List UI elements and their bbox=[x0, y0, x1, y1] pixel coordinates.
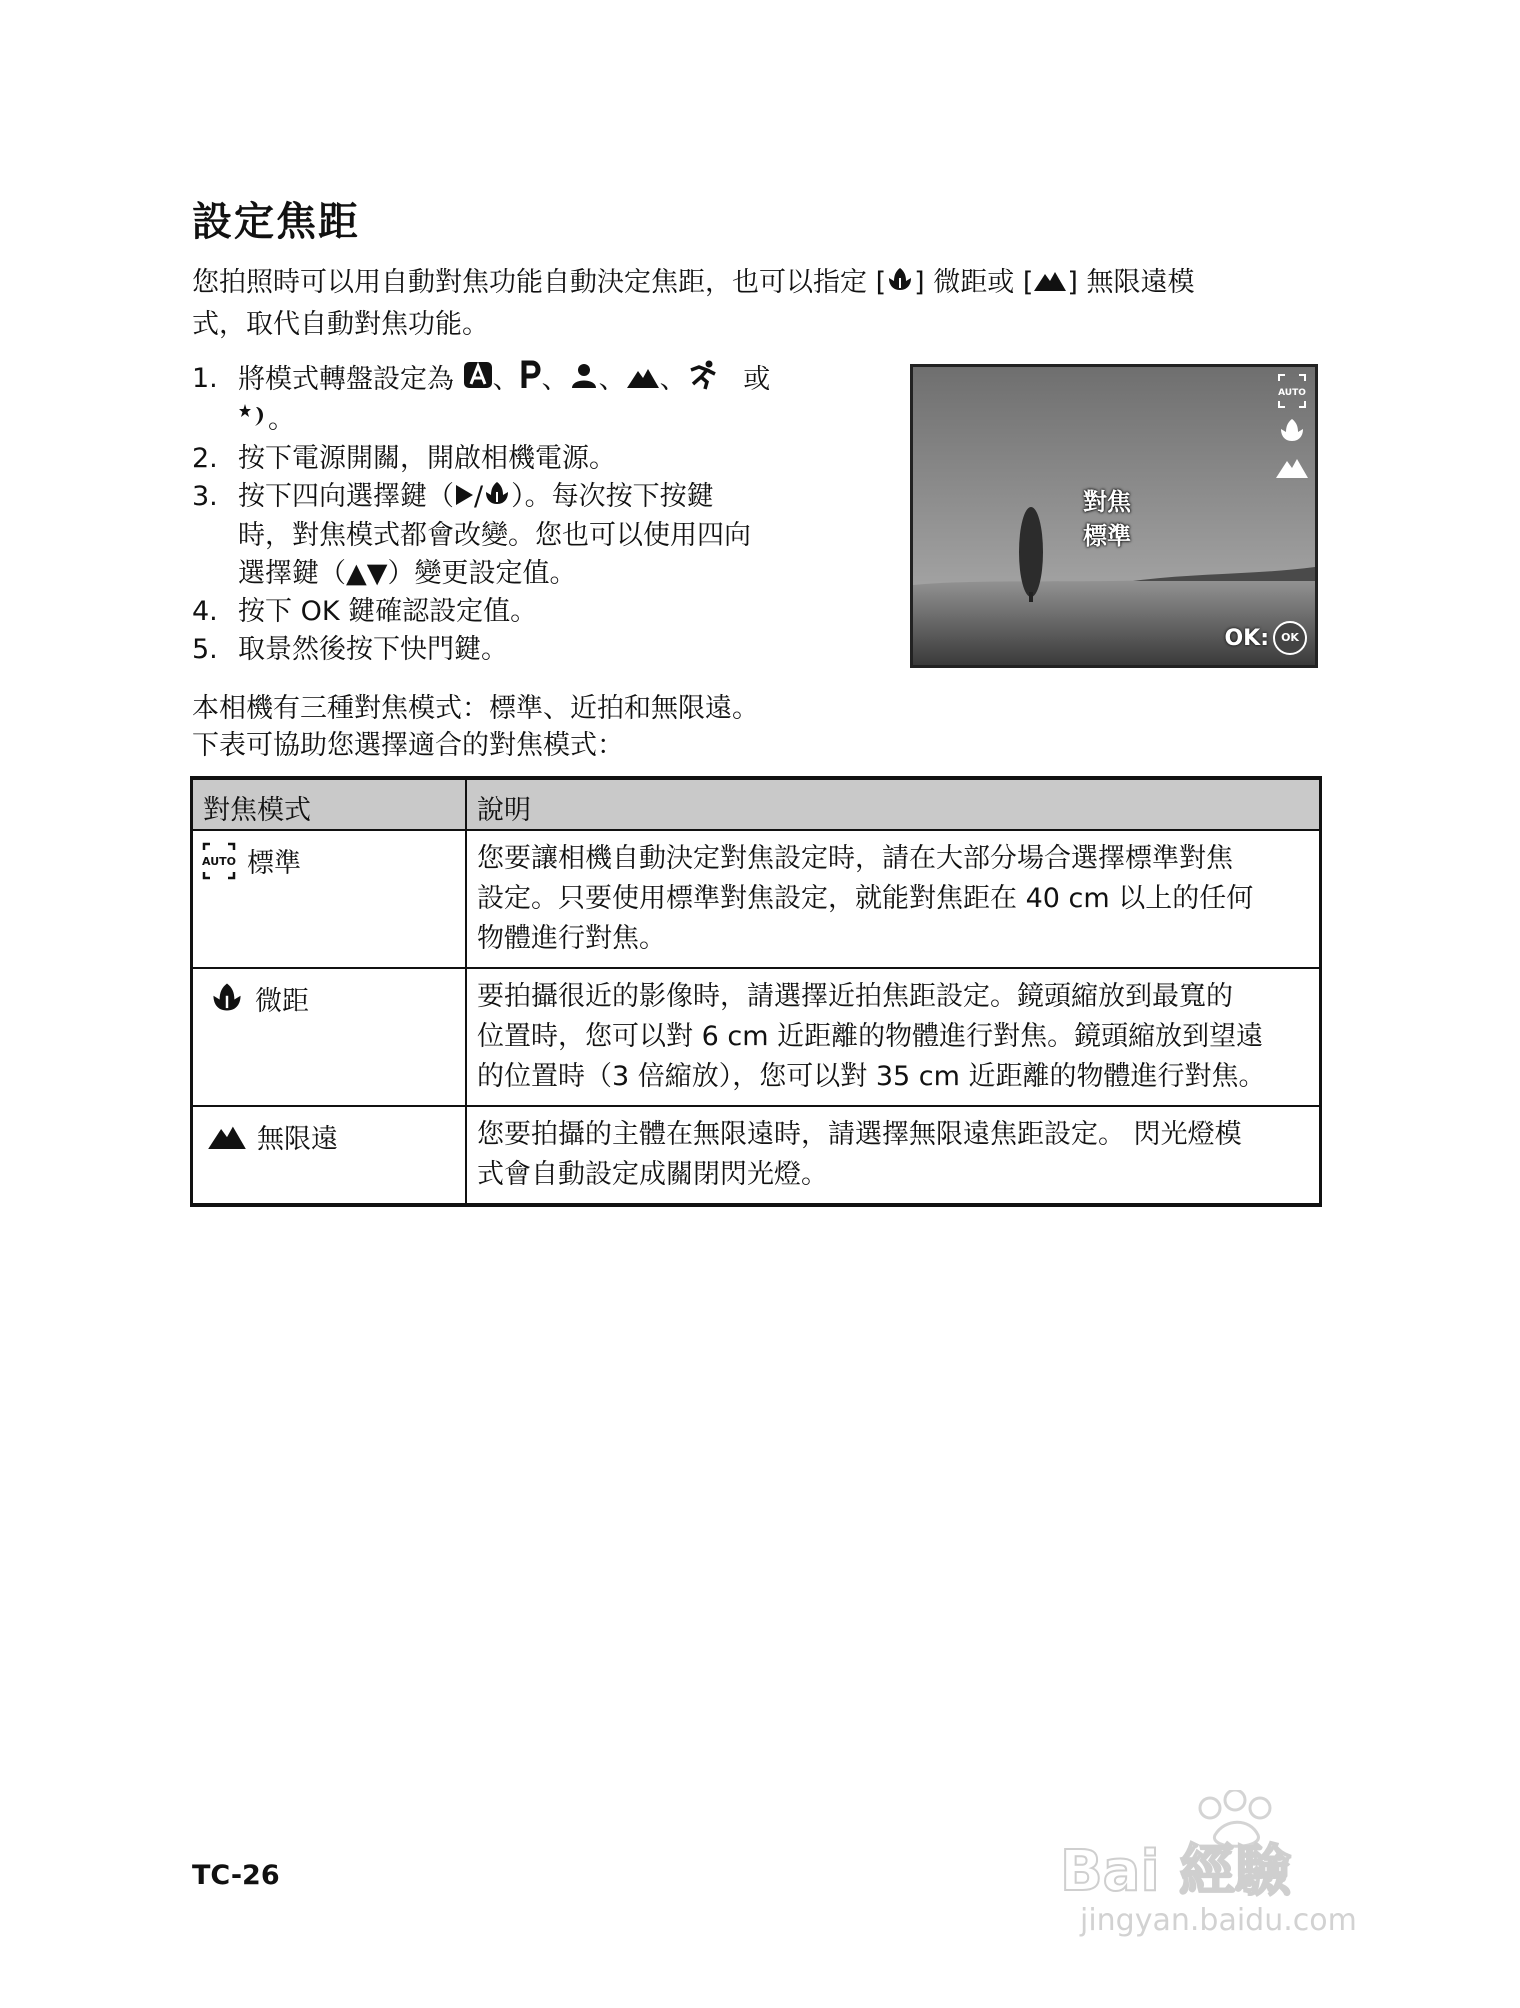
summary-paragraph bbox=[192, 690, 759, 764]
desc-line: 的位置時（3 倍縮放），您可以對 35 cm 近距離的物體進行對焦。 bbox=[477, 1061, 1266, 1092]
step-2-text: 按下電源開關，開啟相機電源。 bbox=[238, 443, 616, 474]
table-row bbox=[192, 830, 1321, 968]
sport-mode-icon bbox=[687, 360, 719, 401]
intro-text-3: ] 無限遠模 bbox=[1067, 267, 1195, 298]
page-title: 設定焦距 bbox=[192, 199, 360, 245]
auto-focus-icon bbox=[1277, 373, 1307, 409]
landscape-mode-icon bbox=[626, 362, 660, 400]
step-4-text: 按下 OK 鍵確認設定值。 bbox=[238, 595, 538, 627]
desc-line: 要拍攝很近的影像時，請選擇近拍焦距設定。鏡頭縮放到最寬的 bbox=[477, 981, 1233, 1012]
focus-label-line1: 對焦 bbox=[1083, 488, 1131, 516]
auto-focus-icon bbox=[201, 841, 237, 881]
desc-line: 位置時，您可以對 6 cm 近距離的物體進行對焦。鏡頭縮放到望遠 bbox=[477, 1021, 1264, 1052]
step-3-text-2: ）。每次按下按鍵 bbox=[511, 481, 714, 512]
summary-line-1: 本相機有三種對焦模式：標準、近拍和無限遠。 bbox=[192, 693, 759, 724]
step-number: 4. bbox=[192, 595, 218, 627]
intro-text-1: 您拍照時可以用自動對焦功能自動決定焦距，也可以指定 [ bbox=[192, 267, 887, 298]
mountain-icon bbox=[1275, 455, 1309, 479]
mountain-icon bbox=[1033, 263, 1067, 304]
table-header-row bbox=[192, 778, 1321, 830]
header-description: 說明 bbox=[466, 778, 1321, 830]
step-2 bbox=[192, 440, 832, 478]
ok-indicator bbox=[1224, 621, 1307, 655]
step-3-slash: / bbox=[474, 481, 484, 512]
table-row bbox=[192, 1106, 1321, 1205]
desc-line: 式會自動設定成關閉閃光燈。 bbox=[477, 1159, 828, 1190]
focus-label-line2: 標準 bbox=[1083, 522, 1131, 550]
step-number: 5. bbox=[192, 633, 218, 665]
step-3-text-4: 選擇鍵（▲▼）變更設定值。 bbox=[238, 557, 577, 589]
step-number: 2. bbox=[192, 443, 218, 474]
step-number: 1. bbox=[192, 363, 218, 394]
macro-icon bbox=[483, 479, 511, 517]
desc-line: 設定。只要使用標準對焦設定，就能對焦距在 40 cm 以上的任何 bbox=[477, 883, 1254, 914]
desc-line: 物體進行對焦。 bbox=[477, 923, 666, 954]
auto-mode-icon bbox=[463, 361, 493, 400]
watermark-url: jingyan.baidu.com bbox=[1080, 1903, 1357, 1938]
step-1-text: 將模式轉盤設定為 bbox=[238, 364, 454, 395]
desc-line: 您要讓相機自動決定對焦設定時，請在大部分場合選擇標準對焦 bbox=[477, 843, 1233, 874]
ok-button-icon: OK bbox=[1273, 621, 1307, 655]
step-3-text-3: 時，對焦模式都會改變。您也可以使用四向 bbox=[238, 519, 751, 551]
mode-infinity: 無限遠 bbox=[257, 1124, 338, 1155]
mode-macro: 微距 bbox=[255, 986, 309, 1017]
step-5 bbox=[192, 631, 832, 669]
svg-text:AUTO: AUTO bbox=[202, 855, 236, 868]
step-1-or: 或 bbox=[743, 364, 771, 395]
macro-icon bbox=[886, 263, 914, 304]
step-1-end: 。 bbox=[268, 404, 295, 435]
macro-icon bbox=[1278, 417, 1306, 443]
svg-text:AUTO: AUTO bbox=[1278, 388, 1306, 398]
intro-paragraph bbox=[192, 262, 1332, 345]
ok-label: OK: bbox=[1224, 625, 1269, 651]
table-row bbox=[192, 968, 1321, 1106]
camera-lcd-preview bbox=[910, 364, 1318, 668]
intro-text-4: 式，取代自動對焦功能。 bbox=[192, 309, 489, 340]
macro-icon bbox=[209, 981, 245, 1013]
mountain-icon bbox=[207, 1121, 247, 1151]
page-number: TC-26 bbox=[192, 1860, 280, 1891]
watermark-brand: Bai 經驗 bbox=[1060, 1839, 1292, 1904]
summary-line-2: 下表可協助您選擇適合的對焦模式： bbox=[192, 730, 624, 761]
step-3-text: 按下四向選擇鍵（ bbox=[238, 481, 454, 512]
portrait-mode-icon bbox=[569, 362, 599, 400]
header-focus-mode: 對焦模式 bbox=[192, 778, 467, 830]
program-mode-icon bbox=[520, 360, 542, 401]
night-mode-icon bbox=[238, 401, 268, 440]
focus-mode-table bbox=[190, 776, 1322, 1207]
steps-list bbox=[192, 360, 832, 669]
mode-standard: 標準 bbox=[247, 848, 301, 879]
step-1: 1. 將模式轉盤設定為 、 、 、 、 或 。 bbox=[192, 360, 832, 440]
play-right-icon bbox=[454, 479, 474, 517]
watermark bbox=[1050, 1790, 1410, 1944]
focus-label bbox=[1083, 485, 1131, 553]
step-4 bbox=[192, 593, 832, 631]
step-3 bbox=[192, 478, 832, 593]
step-5-text: 取景然後按下快門鍵。 bbox=[238, 633, 508, 665]
intro-text-2: ] 微距或 [ bbox=[914, 267, 1034, 298]
step-number: 3. bbox=[192, 481, 218, 512]
desc-line: 您要拍攝的主體在無限遠時，請選擇無限遠焦距設定。 閃光燈模 bbox=[477, 1119, 1242, 1150]
